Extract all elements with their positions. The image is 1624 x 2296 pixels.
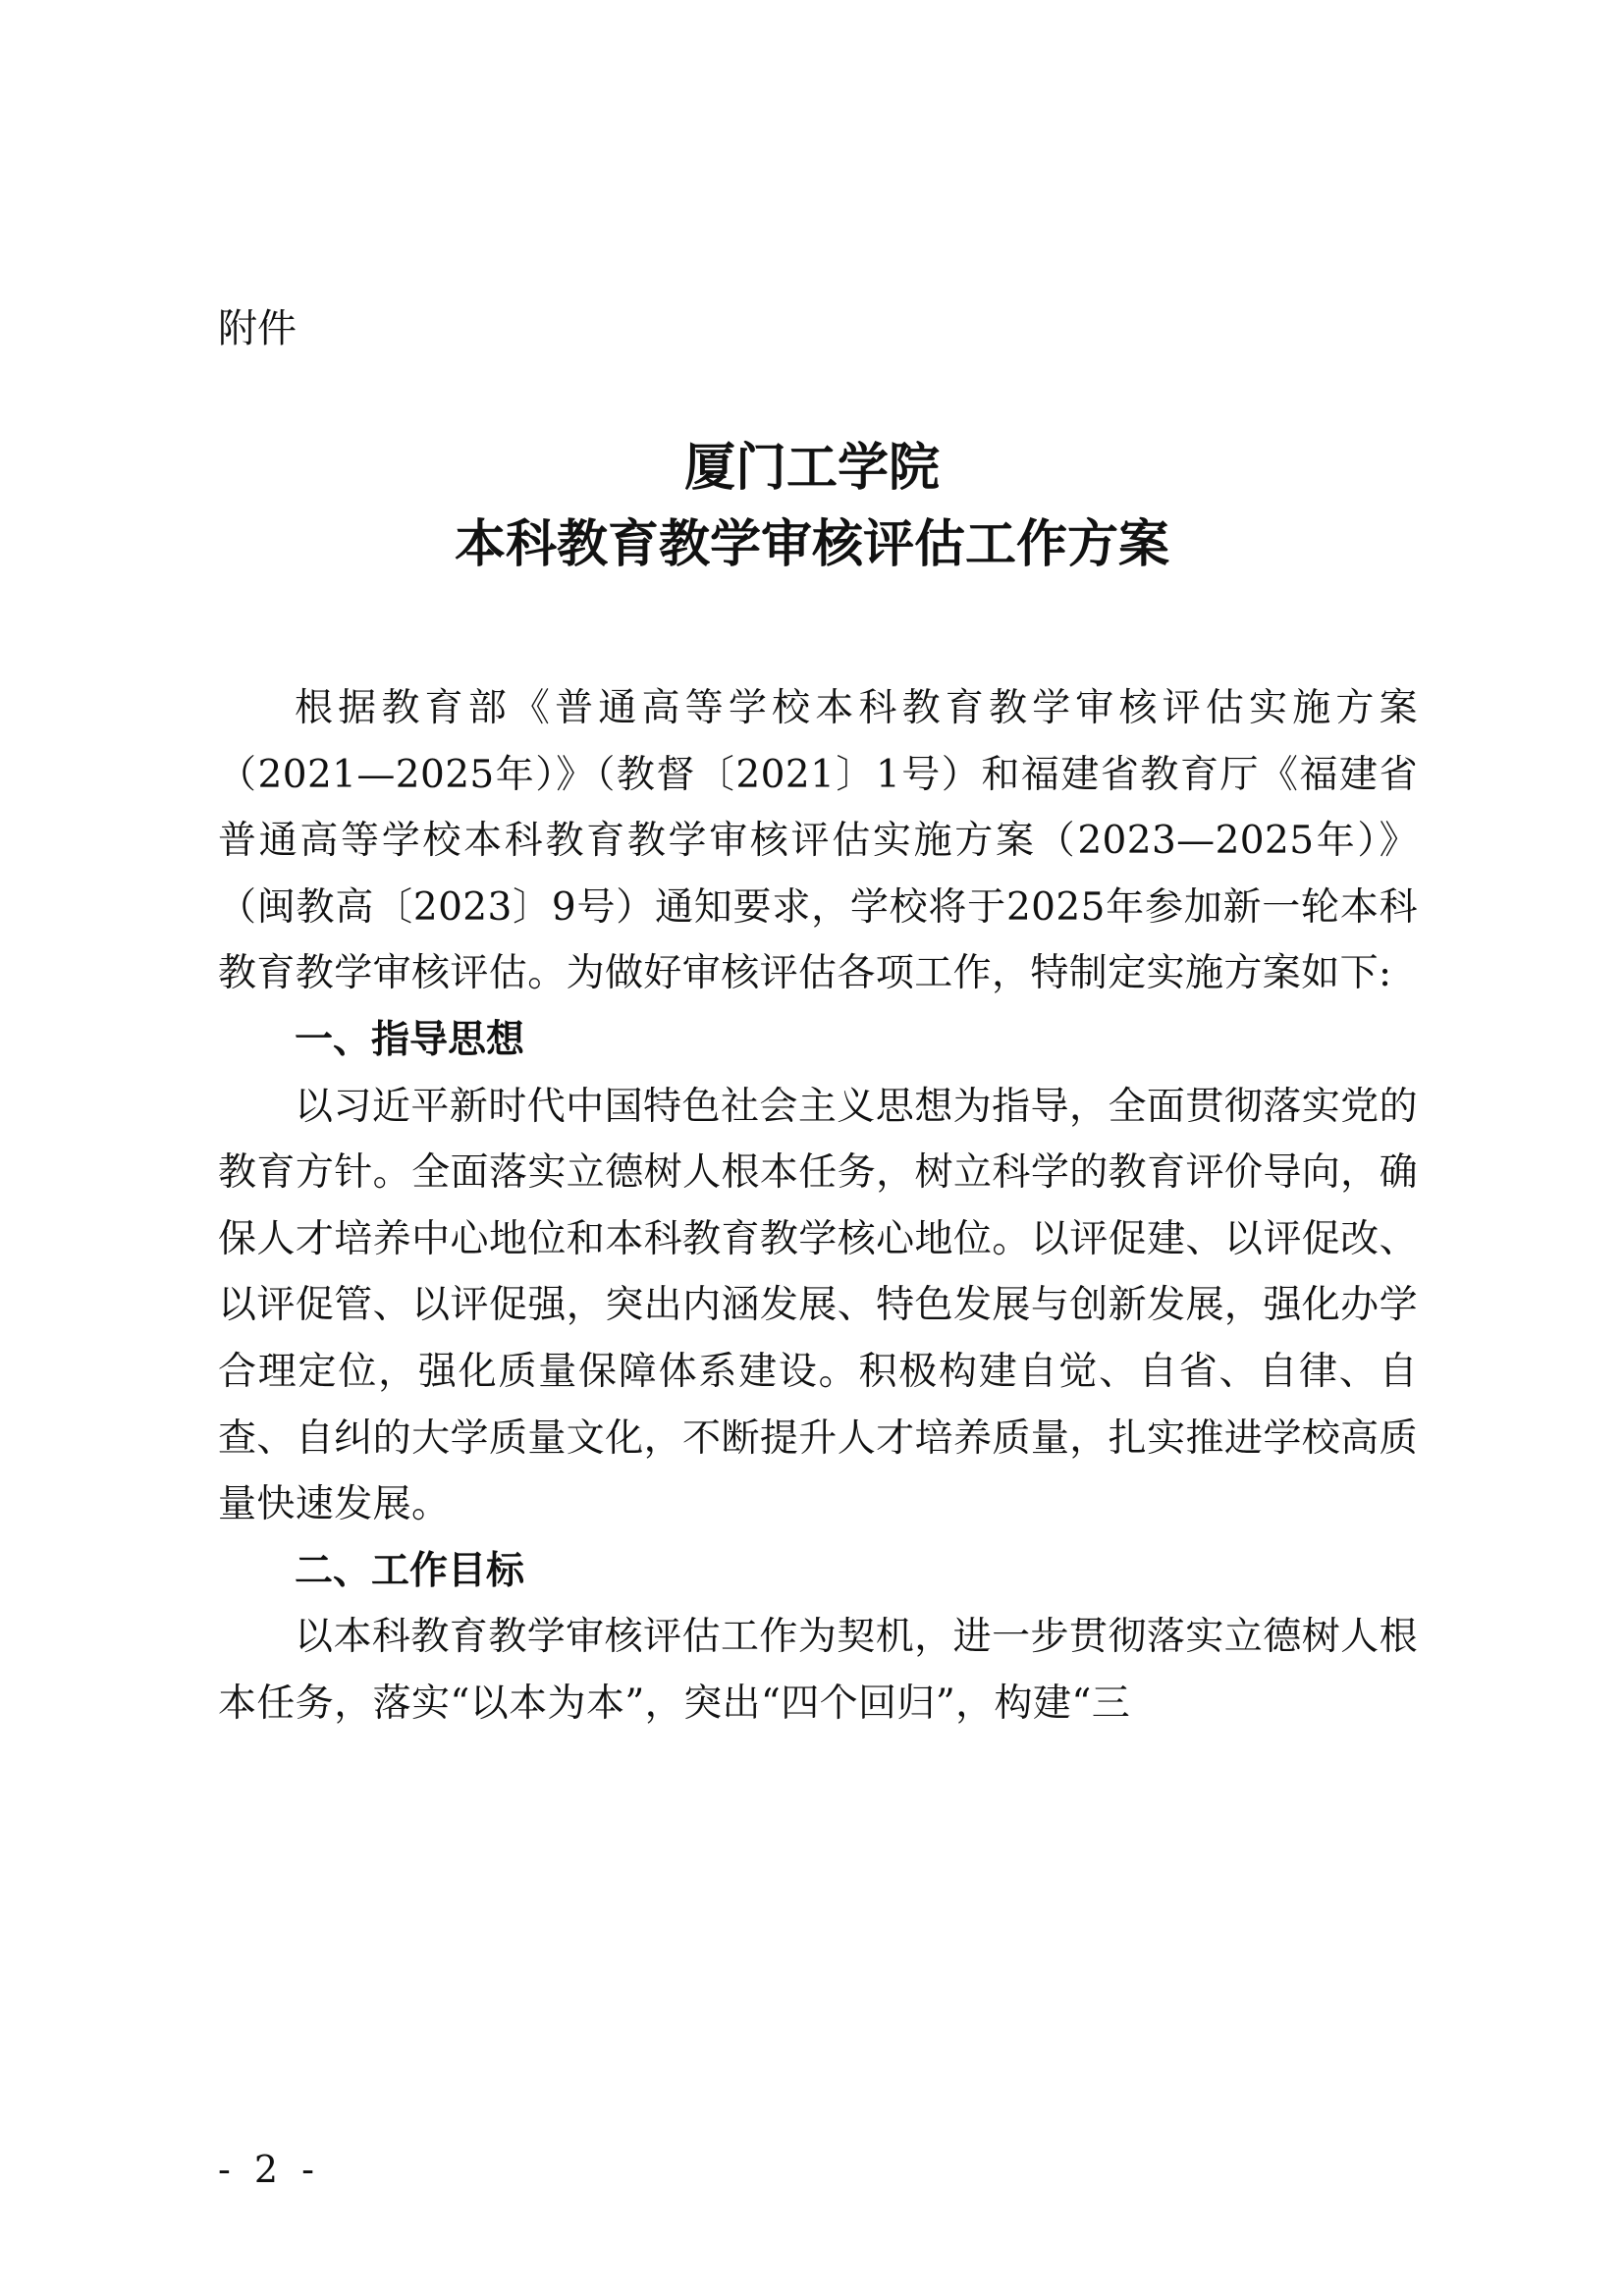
intro-paragraph: 根据教育部《普通高等学校本科教育教学审核评估实施方案（2021—2025年）》（教督〔2021〕1号）和福建省教育厅《福建省普通高等学校本科教育教学审核评估实施方案（2023—2025年）》（闽教高〔2023〕9号）通知要求，学校将于2025年参加新一轮本科教育教学审核评估。为做好审核评估各项工作，特制定实施方案如下: bbox=[218, 686, 1418, 996]
document-title-subject: 本科教育教学审核评估工作方案 bbox=[454, 514, 1169, 574]
document-body bbox=[218, 675, 1418, 1737]
guiding-ideology-paragraph: 以习近平新时代中国特色社会主义思想为指导，全面贯彻落实党的教育方针。全面落实立德树人根本任务，树立科学的教育评价导向，确保人才培养中心地位和本科教育教学核心地位。以评促建、以评促改、以评促管、以评促强，突出内涵发展、特色发展与创新发展，强化办学合理定位，强化质量保障体系建设。积极构建自觉、自省、自律、自查、自纠的大学质量文化，不断提升人才培养质量，扎实推进学校高质量快速发展。 bbox=[218, 1084, 1418, 1527]
section-heading-work-goals: 二、工作目标 bbox=[295, 1548, 525, 1593]
document-title-institution: 厦门工学院 bbox=[683, 438, 940, 498]
page-number: - 2 - bbox=[218, 2148, 321, 2191]
section-heading-guiding-ideology: 一、指导思想 bbox=[295, 1017, 525, 1062]
work-goals-paragraph: 以本科教育教学审核评估工作为契机，进一步贯彻落实立德树人根本任务，落实“以本为本”，突出“四个回归”，构建“三 bbox=[218, 1615, 1418, 1726]
attachment-label: 附件 bbox=[218, 306, 297, 351]
